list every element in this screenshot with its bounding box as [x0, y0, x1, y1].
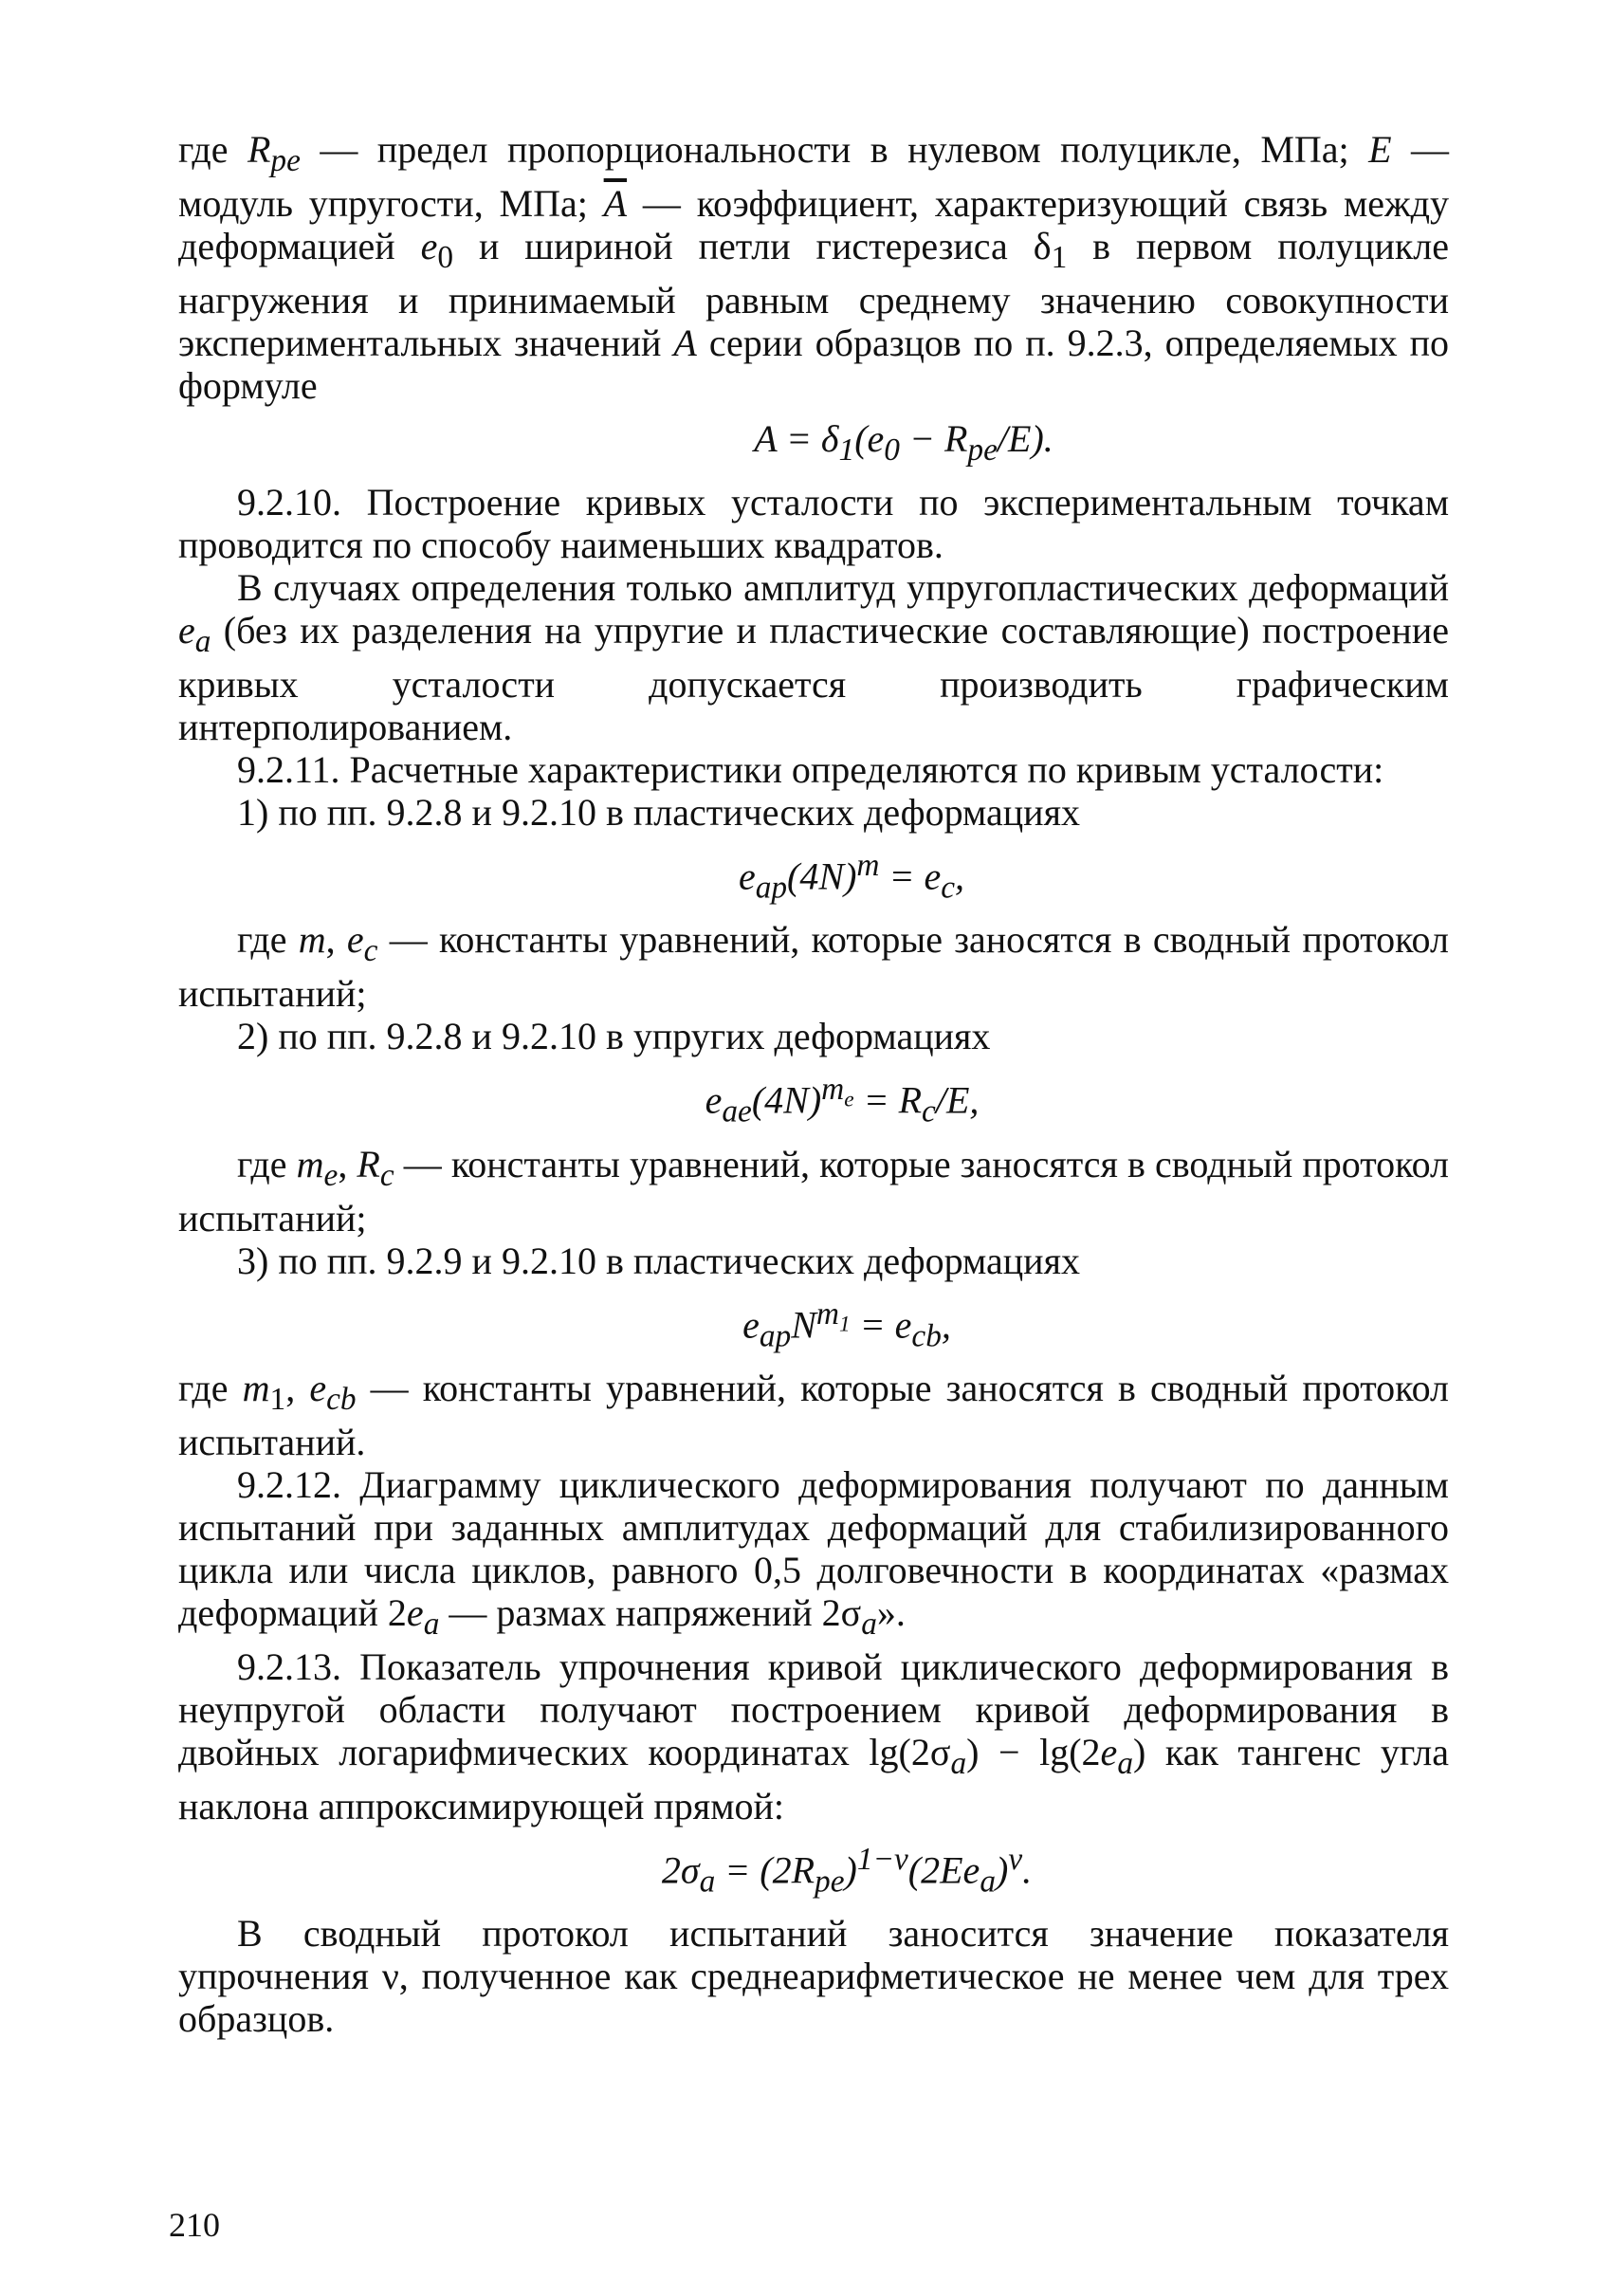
text-gde: где — [178, 128, 247, 171]
list-item-1: 1) по пп. 9.2.8 и 9.2.10 в пластических деформациях — [237, 791, 1080, 834]
formula-eap-n: $e_{ap}N^{m_1} = e_{cb}$, — [742, 1295, 951, 1353]
text-p6a: где — [237, 918, 299, 962]
text-p8a: где — [237, 1142, 297, 1185]
paragraph-9-2-11: 9.2.11. Расчетные характеристики определяются по кривым усталости: — [237, 748, 1384, 791]
text-p6b: — константы уравнений, которые заносятся в сводный протокол испытаний; — [178, 918, 1449, 1016]
formula-eap: $e_{ap}(4N)^m = e_c$, — [738, 848, 965, 906]
text-p12b: ) − lg(2 — [966, 1730, 1101, 1773]
paragraph-summary: В сводный протокол испытаний заносится значение показателя упрочнения ν, полученное как среднеарифметическое не менее чем для трех образцов. — [178, 1912, 1449, 2041]
text-p11b: — размах напряжений 2σ — [439, 1590, 862, 1634]
list-item-2: 2) по пп. 9.2.8 и 9.2.10 в упругих деформациях — [237, 1015, 991, 1058]
paragraph-constants-1: где m, $e_c$ — константы уравнений, которые заносятся в сводный протокол испытаний; — [178, 918, 1449, 1016]
text-p10a: где — [178, 1366, 243, 1409]
paragraph-amplitudes: В случаях определения только амплитуд упругопластических деформаций $e_a$ (без их разделения на упругие и пластические составляющие) построение кривых усталости допускается производить графическим интерполированием. — [178, 566, 1449, 748]
document-page — [178, 128, 1449, 2040]
list-item-3: 3) по пп. 9.2.9 и 9.2.10 в пластических деформациях — [237, 1239, 1080, 1282]
text-p1b: — модуль упругости, МПа; — [178, 128, 1449, 225]
text-p1d: и шириной петли гистерезиса δ — [453, 225, 1052, 267]
paragraph-9-2-12: 9.2.12. Диаграмму циклического деформирования получают по данным испытаний при заданных амплитудах деформаций для стабилизированного цикла или числа циклов, равного 0,5 долговечности в координатах «размах деформаций $2e_a$ — размах напряжений $2\sigma_a$». — [178, 1462, 1449, 1642]
paragraph-definitions: где $R_{pe}$ — предел пропорциональности в нулевом полуцикле, МПа; E — модуль упругости, МПа; $\overline{A}$ — коэффициент, характеризующий связь между деформацией $e_0$ и шириной петли гистерезиса $\delta_1$ в первом полуцикле нагружения и принимаемый равным среднему значению совокупности экспериментальных значений A серии образцов по п. 9.2.3, определяемых по формуле — [178, 128, 1450, 407]
text-p11a: 9.2.12. Диаграмму циклического деформирования получают по данным испытаний при заданных амплитудах деформаций для стабилизированного цикла или числа циклов, равного 0,5 долговечности в координатах «размах деформаций 2 — [178, 1462, 1449, 1634]
formula-sigma: $2\sigma_a = (2R_{pe})^{1-\nu}(2Ee_a)^\nu$. — [661, 1841, 1033, 1900]
text-p3b: (без их разделения на упругие и пластические составляющие) построение кривых усталости допускается производить графическим интерполированием. — [178, 609, 1449, 748]
text-p11c: ». — [876, 1590, 906, 1634]
text-p3a: В случаях определения только амплитуд упругопластических деформаций — [237, 566, 1449, 609]
paragraph-9-2-13: 9.2.13. Показатель упрочнения кривой циклического деформирования в неупругой области получают построением кривой деформирования в двойных логарифмических координатах $\lg(2\sigma_a) - \lg(2e_a)$ как тангенс угла наклона аппроксимирующей прямой: — [178, 1644, 1450, 1828]
paragraph-constants-3: где $m_1$, $e_{cb}$ — константы уравнений, которые заносятся в сводный протокол испытаний. — [178, 1366, 1450, 1463]
paragraph-constants-2: где $m_e$, $R_c$ — константы уравнений, которые заносятся в сводный протокол испытаний; — [178, 1142, 1450, 1240]
formula-eae: $e_{ae}(4N)^{m_e} = R_c/E$, — [705, 1072, 980, 1130]
text-p1a: — предел пропорциональности в нулевом полуцикле, МПа; — [300, 128, 1369, 171]
page-number: 210 — [169, 2206, 220, 2244]
text-p8b: — константы уравнений, которые заносятся в сводный протокол испытаний; — [178, 1142, 1450, 1240]
text-p12a: 9.2.13. Показатель упрочнения кривой циклического деформирования в неупругой области получают построением кривой деформирования в двойных логарифмических координатах lg(2σ — [178, 1644, 1449, 1773]
text-p1e: в первом полуцикле нагружения и принимаемый равным среднему значению совокупности экспериментальных значений — [178, 225, 1450, 364]
formula-a: $A = \delta_1(e_0 - R_{pe}/E)$. — [754, 417, 1053, 468]
text-p10b: — константы уравнений, которые заносятся в сводный протокол испытаний. — [178, 1366, 1450, 1463]
text-p1c: — коэффициент, характеризующий связь между деформацией — [178, 182, 1450, 267]
text-p12c: ) как тангенс угла наклона аппроксимирующей прямой: — [178, 1730, 1450, 1828]
text-p1f: серии образцов по п. 9.2.3, определяемых по формуле — [178, 321, 1450, 407]
paragraph-9-2-10: 9.2.10. Построение кривых усталости по экспериментальным точкам проводится по способу наименьших квадратов. — [178, 481, 1449, 566]
